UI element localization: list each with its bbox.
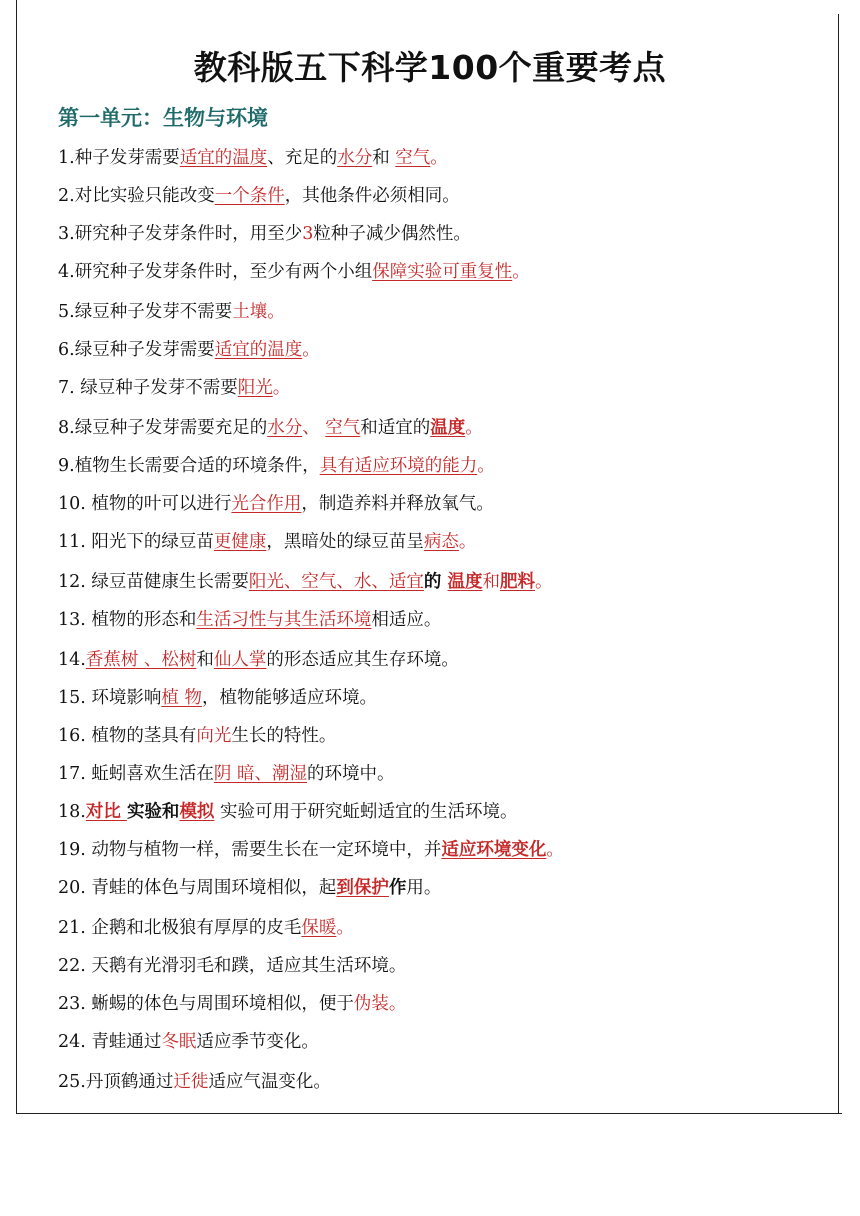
list-item: [58, 492, 494, 516]
key-term: 生活习性与其生活环境: [196, 610, 372, 630]
item-text: 7. 绿豆种子发芽不需要: [58, 378, 238, 398]
key-term: 。: [546, 840, 564, 860]
key-term: 到保护: [336, 878, 389, 898]
item-text: 11. 阳光下的绿豆苗: [58, 532, 214, 552]
key-term: 。: [535, 572, 553, 592]
page-border-right: [838, 14, 839, 1114]
list-item: [58, 876, 441, 900]
item-text: 的环境中。: [306, 764, 395, 784]
key-term: 空气: [395, 148, 431, 168]
item-text: 9.植物生长需要合适的环境条件，: [58, 456, 320, 476]
item-text: 的: [423, 572, 448, 592]
key-term: 伪装。: [353, 994, 407, 1014]
item-text: 和适宜的: [360, 418, 431, 438]
item-text: 和: [196, 650, 214, 670]
key-term: 。: [465, 418, 483, 438]
key-term: 具有适应环境的能力: [319, 456, 478, 476]
key-term: 。: [477, 456, 495, 476]
item-text: 21. 企鹅和北极狼有厚厚的皮毛: [58, 918, 302, 938]
item-text: 6.绿豆种子发芽需要: [58, 340, 215, 360]
item-text: 适应气温变化。: [208, 1072, 331, 1092]
key-term: 病态: [423, 532, 459, 552]
item-text: 25.丹顶鹤通过: [58, 1072, 174, 1092]
list-item: [58, 300, 285, 324]
item-text: ，制造养料并释放氧气。: [301, 494, 494, 514]
key-term: 光合作用: [231, 494, 302, 514]
key-term: 植 物: [161, 688, 202, 708]
item-text: 19. 动物与植物一样，需要生长在一定环境中，并: [58, 840, 442, 860]
item-text: 适应季节变化。: [196, 1032, 319, 1052]
list-item: [58, 222, 471, 246]
list-item: [58, 530, 476, 554]
key-term: 空气: [325, 418, 361, 438]
list-item: [58, 570, 553, 594]
key-term: 一个条件: [214, 186, 285, 206]
unit-heading: 第一单元：生物与环境: [58, 106, 268, 130]
key-term: 。: [272, 378, 291, 398]
item-text: ，其他条件必须相同。: [284, 186, 460, 206]
key-term: 对比: [85, 802, 127, 822]
key-term: 、: [302, 418, 326, 438]
key-term: 。: [336, 918, 354, 938]
key-term: 。: [458, 532, 477, 552]
key-term: 土壤。: [232, 302, 285, 322]
list-item: [58, 648, 459, 672]
list-item: [58, 376, 290, 400]
key-term: 适宜的温度: [179, 148, 268, 168]
key-term: 保障实验可重复性: [372, 262, 513, 282]
list-item: [58, 1070, 331, 1094]
item-text: 24. 青蛙通过: [58, 1032, 162, 1052]
key-term: 。: [302, 340, 320, 360]
item-text: 8.绿豆种子发芽需要充足的: [58, 418, 268, 438]
page-border-left: [16, 0, 17, 1114]
list-item: [58, 338, 320, 362]
item-text: 相适应。: [371, 610, 442, 630]
item-text: 粒种子减少偶然性。: [313, 224, 471, 244]
page-title: 教科版五下科学100个重要考点: [193, 48, 667, 87]
key-term: 水分: [267, 418, 303, 438]
list-item: [58, 184, 460, 208]
item-text: 10. 植物的叶可以进行: [58, 494, 232, 514]
item-text: 22. 天鹅有光滑羽毛和蹼，适应其生活环境。: [58, 956, 407, 976]
key-term: 适应环境变化: [441, 840, 547, 860]
key-term: 向光: [196, 726, 232, 746]
list-item: [58, 454, 495, 478]
item-text: 16. 植物的茎具有: [58, 726, 197, 746]
key-term: 阴 暗、潮湿: [213, 764, 307, 784]
item-text: 1.种子发芽需要: [58, 148, 180, 168]
key-term: 温度: [430, 418, 466, 438]
list-item: [58, 146, 448, 170]
page-border-bottom: [16, 1113, 842, 1114]
list-item: [58, 838, 564, 862]
key-term: 。: [430, 148, 448, 168]
key-term: 香蕉树 、松树: [85, 650, 197, 670]
item-text: 14.: [58, 650, 86, 670]
list-item: [58, 762, 394, 786]
item-text: 12. 绿豆苗健康生长需要: [58, 572, 249, 592]
item-text: 3.研究种子发芽条件时，用至少: [58, 224, 303, 244]
key-term: 和: [482, 572, 500, 592]
item-text: 4.研究种子发芽条件时，至少有两个小组: [58, 262, 373, 282]
item-text: ，黑暗处的绿豆苗呈: [266, 532, 424, 552]
item-text: 和: [372, 148, 396, 168]
list-item: [58, 416, 483, 440]
item-text: 实验可用于研究蚯蚓适宜的生活环境。: [214, 802, 518, 822]
key-term: 模拟: [179, 802, 215, 822]
key-term: 阳光、空气、水、适宜: [248, 572, 424, 592]
key-term: 。: [512, 262, 530, 282]
key-term: 阳光: [237, 378, 273, 398]
item-text: 5.绿豆种子发芽不需要: [58, 302, 233, 322]
item-text: 17. 蚯蚓喜欢生活在: [58, 764, 214, 784]
list-item: [58, 954, 406, 978]
key-term: 肥料: [500, 572, 535, 592]
key-term: 3: [302, 224, 314, 244]
list-item: [58, 992, 406, 1016]
list-item: [58, 608, 441, 632]
item-text: 实验和: [126, 802, 180, 822]
item-text: 2.对比实验只能改变: [58, 186, 215, 206]
item-text: 作: [388, 878, 407, 898]
list-item: [58, 724, 336, 748]
item-text: 23. 蜥蜴的体色与周围环境相似，便于: [58, 994, 354, 1014]
item-text: 13. 植物的形态和: [58, 610, 197, 630]
item-text: 18.: [58, 802, 86, 822]
item-text: 20. 青蛙的体色与周围环境相似，起: [58, 878, 337, 898]
list-item: [58, 260, 530, 284]
key-term: 保暖: [301, 918, 337, 938]
key-term: 温度: [447, 572, 483, 592]
key-term: 水分: [337, 148, 373, 168]
key-term: 冬眠: [161, 1032, 197, 1052]
list-item: [58, 686, 377, 710]
key-term: 更健康: [213, 532, 267, 552]
item-text: 生长的特性。: [231, 726, 337, 746]
list-item: [58, 1030, 319, 1054]
item-text: 用。: [406, 878, 442, 898]
item-text: ，植物能够适应环境。: [201, 688, 377, 708]
list-item: [58, 800, 518, 824]
key-term: 仙人掌: [213, 650, 267, 670]
key-term: 适宜的温度: [214, 340, 303, 360]
item-text: 15. 环境影响: [58, 688, 162, 708]
key-term: 迁徙: [173, 1072, 209, 1092]
item-text: 、充足的: [267, 148, 338, 168]
list-item: [58, 916, 354, 940]
item-text: 的形态适应其生存环境。: [266, 650, 459, 670]
